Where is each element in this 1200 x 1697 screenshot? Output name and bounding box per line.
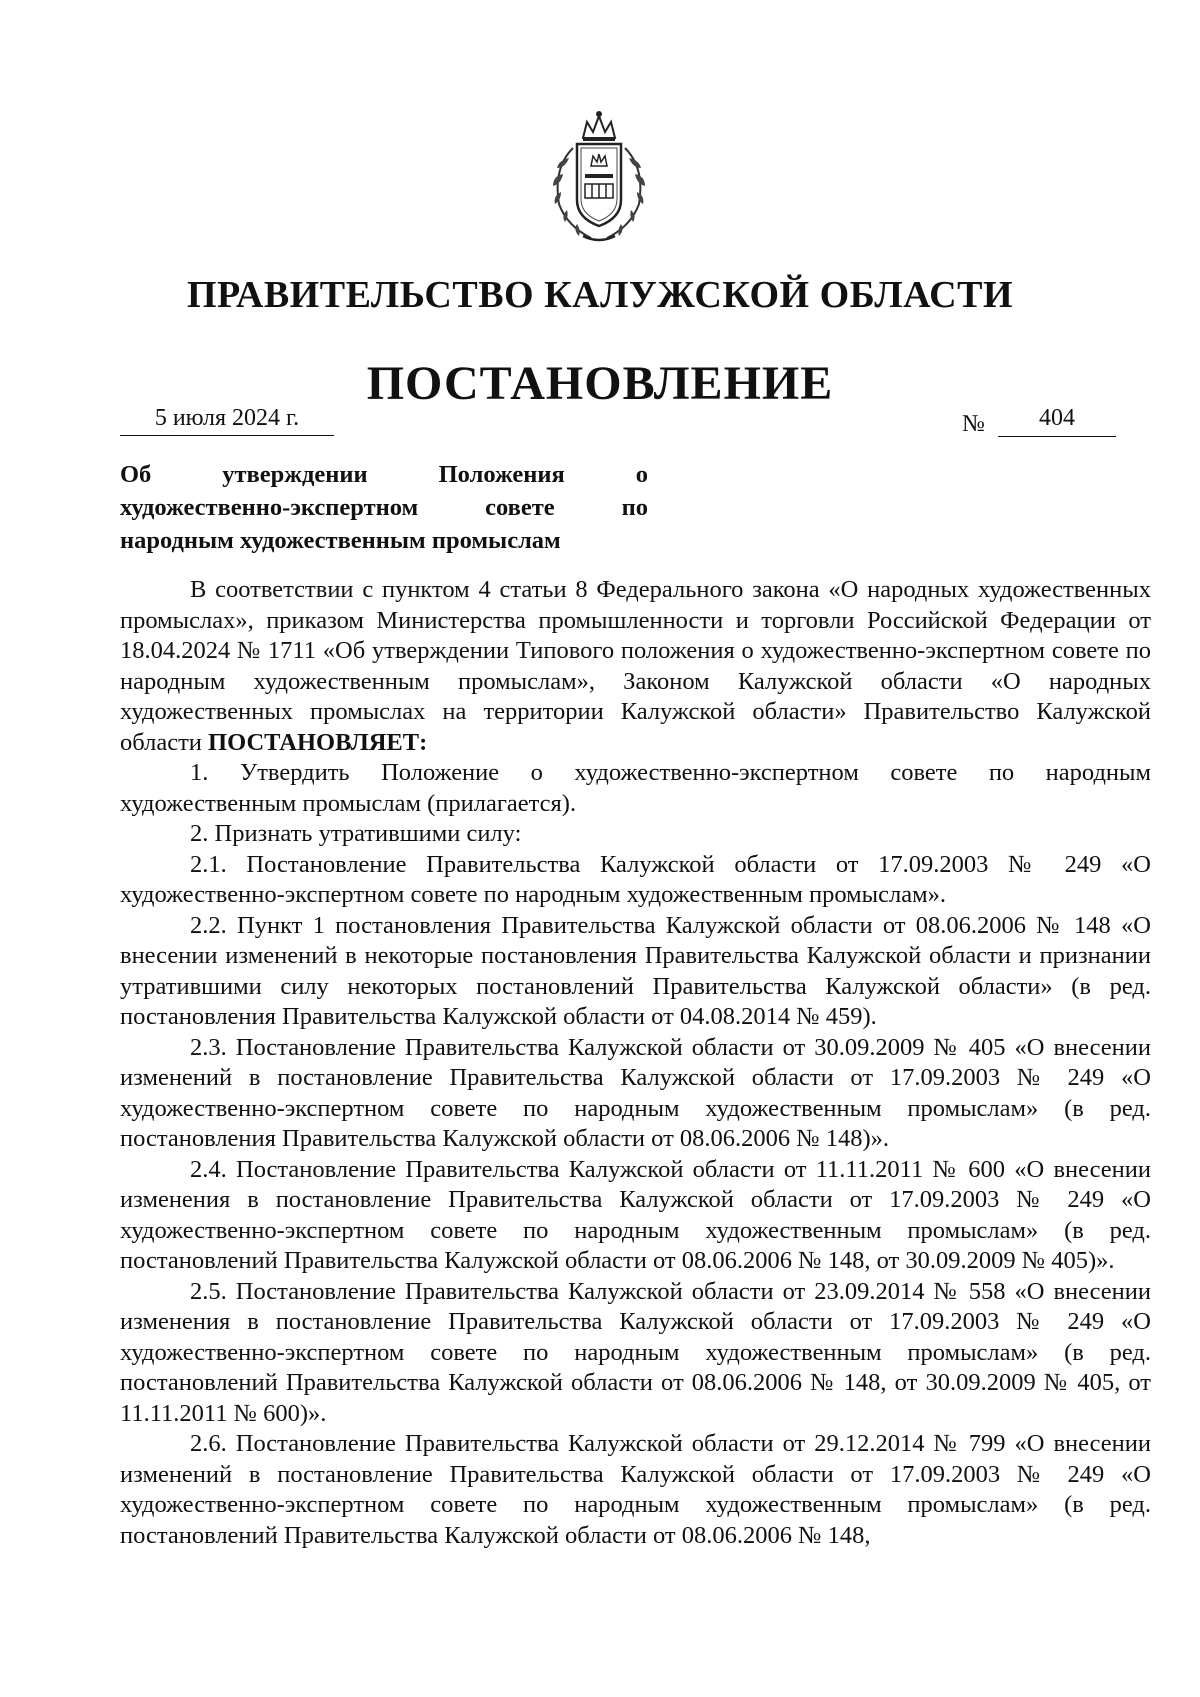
list-item: 2.3. Постановление Правительства Калужской области от 30.09.2009 № 405 «О внесении изменений в постановление Правительства Калужской области от 17.09.2003 № 249 «О художественно-экспертном совете по народным художественным промыслам» (в ред. постановления Правительства Калужской области от 08.06.2006 № 148)». — [120, 1033, 1151, 1152]
document-number-block — [962, 405, 1122, 441]
resolves-keyword: ПОСТАНОВЛЯЕТ: — [208, 728, 428, 756]
document-date: 5 июля 2024 г. — [120, 405, 334, 436]
list-item: 1. Утвердить Положение о художественно-экспертном совете по народным художественным промыслам (прилагается). — [120, 759, 1151, 817]
list-item: 2. Признать утратившими силу: — [190, 820, 522, 847]
list-item: 2.2. Пункт 1 постановления Правительства Калужской области от 08.06.2006 № 148 «О внесении изменений в некоторые постановления Правительства Калужской области и признании утратившими силу некоторых постановлений Правительства Калужской области» (в ред. постановления Правительства Калужской области от 04.08.2014 № 459). — [120, 911, 1151, 1030]
coat-of-arms-icon — [539, 108, 659, 248]
subject-line: Об утверждении Положения о — [120, 461, 648, 488]
government-title: ПРАВИТЕЛЬСТВО КАЛУЖСКОЙ ОБЛАСТИ — [186, 274, 1014, 316]
list-item: 2.5. Постановление Правительства Калужской области от 23.09.2014 № 558 «О внесении изменения в постановление Правительства Калужской области от 17.09.2003 № 249 «О художественно-экспертном совете по народным художественным промыслам» (в ред. постановлений Правительства Калужской области от 08.06.2006 № 148, от 30.09.2009 № 405, от 11.11.2011 № 600)». — [120, 1277, 1151, 1427]
number-sign: № — [962, 411, 985, 437]
list-item: 2.6. Постановление Правительства Калужской области от 29.12.2014 № 799 «О внесении изменений в постановление Правительства Калужской области от 17.09.2003 № 249 «О художественно-экспертном совете по народным художественным промыслам» (в ред. постановлений Правительства Калужской области от 08.06.2006 № 148, — [120, 1430, 1151, 1549]
list-item: 2.1. Постановление Правительства Калужской области от 17.09.2003 № 249 «О художественно-экспертном совете по народным художественным промыслам». — [120, 850, 1151, 908]
preamble-text: В соответствии с пунктом 4 статьи 8 Федерального закона «О народных художественных промыслах», приказом Министерства промышленности и торговли Российской Федерации от 18.04.2024 № 1711 «Об утверждении Типового положения о художественно-экспертном совете по народным художественным промыслам», Законом Калужской области «О народных художественных промыслах на территории Калужской области» Правительство Калужской области — [120, 576, 1151, 756]
subject-line: народным художественным промыслам — [120, 527, 561, 554]
list-item: 2.4. Постановление Правительства Калужской области от 11.11.2011 № 600 «О внесении изменения в постановление Правительства Калужской области от 17.09.2003 № 249 «О художественно-экспертном совете по народным художественным промыслам» (в ред. постановлений Правительства Калужской области от 08.06.2006 № 148, от 30.09.2009 № 405)». — [120, 1155, 1151, 1274]
document-subject — [120, 458, 648, 557]
document-body — [120, 575, 1151, 1551]
document-type-heading: ПОСТАНОВЛЕНИЕ — [366, 357, 834, 410]
document-number: 404 — [998, 405, 1116, 437]
subject-line: художественно-экспертном совете по — [120, 494, 648, 521]
preamble-paragraph — [120, 575, 1151, 758]
